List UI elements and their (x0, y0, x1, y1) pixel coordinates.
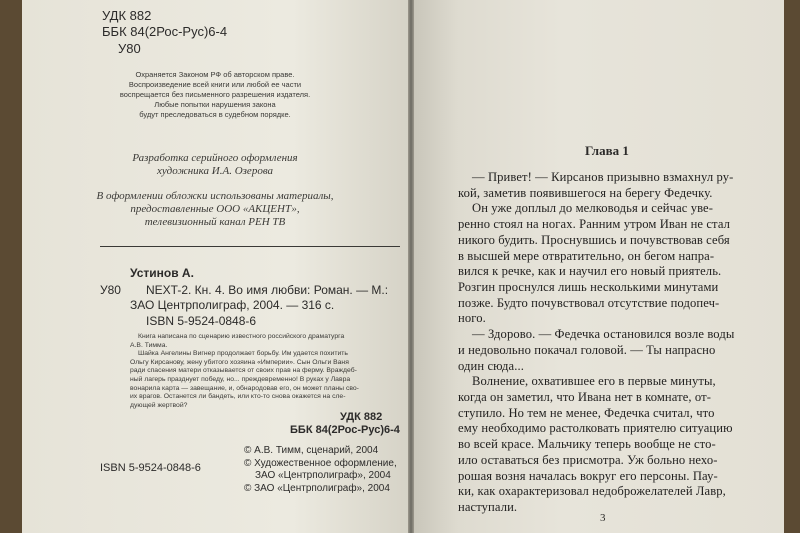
text-line: в высшей мере отвратительно, он бегом напра- (458, 248, 715, 263)
text-line: Он уже доплыл до мелководья и сейчас уве- (472, 201, 714, 216)
credit-line: предоставленные ООО «АКЦЕНТ», (130, 203, 300, 215)
copyright-line: будут преследоваться в судебном порядке. (139, 110, 291, 119)
annotation-line: Книга написана по сценарию известного российского драматурга (138, 333, 345, 340)
text-line: один сюда... (458, 358, 524, 373)
copyright-line: © Художественное оформление, (244, 457, 397, 469)
catalog-entry-line: NEXT-2. Кн. 4. Во имя любви: Роман. — М.: (146, 283, 389, 297)
bbk-code: ББК 84(2Рос-Рус)6-4 (102, 24, 228, 39)
annotation-line: ный лагерь празднует победу, но... преждевременно! В руках у Лавра (130, 375, 351, 383)
credit-line: Разработка серийного оформления (132, 152, 298, 164)
copyright-line: Воспроизведение всей книги или любой ее части (128, 80, 302, 89)
author-code: У80 (118, 41, 141, 56)
text-line: Волнение, охватившее его в первые минуты, (472, 374, 716, 389)
text-line: рошая возня началась вокруг его персоны. Пау- (458, 468, 718, 483)
text-line: и недовольно покачал головой. — Ты напрасно (458, 342, 716, 357)
text-line: ступило. Но тем не менее, Федечка считал, что (458, 405, 715, 420)
text-line: когда он заметил, что Ивана нет в комнате, от- (458, 390, 712, 404)
udk-code-bottom: УДК 882 (340, 411, 383, 423)
page-number: 3 (600, 512, 606, 524)
text-line: ему необходимо растолковать приятелю ситуацию (458, 421, 733, 436)
catalog-isbn: ISBN 5-9524-0848-6 (146, 314, 257, 328)
annotation-line: Ольгу Кирсанову, жену убитого хозяина «Империи». Сын Ольги Ваня (130, 358, 349, 366)
copyright-line: ЗАО «Центрполиграф», 2004 (255, 470, 391, 481)
left-page (22, 0, 408, 533)
text-line: ного. (458, 311, 486, 326)
text-line: вился к речке, как и научил его новый приятель. (458, 264, 722, 279)
text-line: во всей красе. Мальчику теперь вообще не сто- (458, 437, 716, 452)
text-line: позже. Будто почувствовал отсутствие подопеч- (458, 295, 720, 310)
right-page (414, 0, 784, 533)
annotation-line: А.В. Тимма. (130, 341, 168, 349)
annotation (130, 333, 398, 410)
catalog-code: У80 (100, 283, 121, 297)
annotation-line: ради спасения матери отказывается от своих прав на ферму. Враждеб- (130, 367, 357, 375)
annotation-line: Шайка Ангелины Вигнер продолжает борьбу. Им удается похитить (138, 350, 348, 358)
annotation-line: вонарилa карта — завещание, и, обнародовав его, он может планы сво- (130, 384, 359, 392)
credit-line: В оформлении обложки использованы материалы, (96, 190, 334, 202)
catalog-author: Устинов А. (130, 266, 194, 280)
credit-line: художника И.А. Озерова (156, 165, 274, 177)
divider (100, 246, 400, 247)
text-line: никого будить. Проснувшись и почувствовав себя (458, 232, 730, 247)
copyright-line: воспрещается без письменного разрешения издателя. (119, 90, 311, 99)
text-line: — Привет! — Кирсанов призывно взмахнул ру- (472, 170, 734, 184)
bbk-code-bottom: ББК 84(2Рос-Рус)6-4 (290, 424, 400, 436)
copyright-line: Охраняется Законом РФ об авторском праве. (135, 70, 295, 79)
annotation-line: их врагов. Останется ли бандеть, или кто-то снова окажется на сле- (130, 393, 346, 401)
credit-line: телевизионный канал РЕН ТВ (144, 216, 286, 228)
text-line: Розгин проснулся лишь несколькими минутами (458, 280, 719, 294)
udk-code: УДК 882 (102, 8, 152, 23)
annotation-line: дующей жертвой? (130, 401, 188, 409)
chapter-heading: Глава 1 (585, 143, 629, 158)
copyright-line: © А.В. Тимм, сценарий, 2004 (244, 445, 379, 456)
text-line: — Здорово. — Федечка остановился возле воды (472, 327, 735, 342)
text-line: кой, заметив появившегося на берегу Федечку. (458, 185, 713, 200)
series-design-credit (22, 152, 408, 178)
text-line: ило оставаться без присмотра. Уж больно нехо- (458, 452, 718, 467)
catalog-entry-line: ЗАО Центрполиграф, 2004. — 316 с. (130, 298, 335, 312)
isbn-bottom: ISBN 5-9524-0848-6 (100, 462, 201, 474)
text-line: наступали. (458, 500, 518, 514)
copyright-notice (22, 70, 408, 120)
cover-credit (22, 190, 408, 229)
text-line: ки, как охарактеризовал недоброжелателей Лавр, (458, 484, 726, 499)
copyright-block (244, 445, 397, 495)
text-line: ренно стоял на ногах. Ранним утром Иван не стал (458, 217, 731, 232)
copyright-line: Любые попытки нарушения закона (154, 100, 276, 109)
book-spread (22, 0, 784, 533)
copyright-line: © ЗАО «Центрполиграф», 2004 (244, 482, 390, 494)
